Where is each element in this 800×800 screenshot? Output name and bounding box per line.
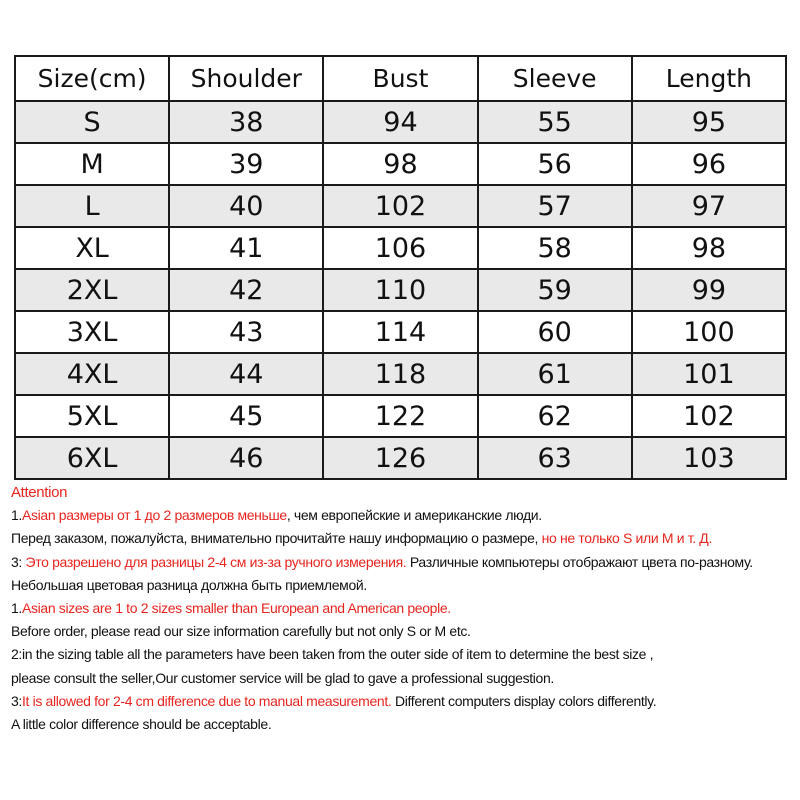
cell-bust: 98 <box>323 143 477 185</box>
cell-sleeve: 57 <box>478 185 632 227</box>
note-en-6: A little color difference should be acceptable. <box>11 716 272 733</box>
note-highlight: It is allowed for 2-4 cm difference due to manual measurement. <box>21 692 392 709</box>
cell-size: 4XL <box>15 353 169 395</box>
header-shoulder: Shoulder <box>169 56 323 101</box>
cell-shoulder: 45 <box>169 395 323 437</box>
note-text: Различные компьютеры отображают цвета по-разному. <box>406 553 753 570</box>
header-length: Length <box>632 56 786 101</box>
cell-length: 98 <box>632 227 786 269</box>
note-ru-3 <box>11 551 796 574</box>
cell-sleeve: 59 <box>478 269 632 311</box>
cell-bust: 102 <box>323 185 477 227</box>
cell-size: 6XL <box>15 437 169 479</box>
note-en-1 <box>11 597 796 620</box>
note-ru-1 <box>11 504 796 527</box>
cell-sleeve: 58 <box>478 227 632 269</box>
cell-bust: 94 <box>323 101 477 143</box>
table-row <box>15 101 786 143</box>
cell-shoulder: 42 <box>169 269 323 311</box>
size-chart-table <box>14 55 787 480</box>
table-row <box>15 143 786 185</box>
table-header-row <box>15 56 786 101</box>
cell-length: 96 <box>632 143 786 185</box>
cell-length: 100 <box>632 311 786 353</box>
cell-sleeve: 56 <box>478 143 632 185</box>
cell-sleeve: 61 <box>478 353 632 395</box>
cell-shoulder: 38 <box>169 101 323 143</box>
cell-size: 2XL <box>15 269 169 311</box>
table-row <box>15 437 786 479</box>
cell-shoulder: 44 <box>169 353 323 395</box>
cell-bust: 114 <box>323 311 477 353</box>
cell-length: 103 <box>632 437 786 479</box>
note-prefix: 1. <box>11 600 22 617</box>
cell-bust: 122 <box>323 395 477 437</box>
note-en-2: Before order, please read our size information carefully but not only S or M etc. <box>11 623 471 640</box>
table-row <box>15 311 786 353</box>
note-text: Different computers display colors differently. <box>391 692 657 709</box>
attention-title: Attention <box>11 484 68 501</box>
cell-sleeve: 62 <box>478 395 632 437</box>
cell-length: 95 <box>632 101 786 143</box>
note-en-3: 2:in the sizing table all the parameters have been taken from the outer side of item to determine the best size , <box>11 646 654 663</box>
note-ru-4: Небольшая цветовая разница должна быть приемлемой. <box>11 576 367 593</box>
note-highlight: Это разрешено для разницы 2-4 см из-за ручного измерения. <box>25 553 407 570</box>
note-prefix: 3: <box>11 553 26 570</box>
table-row <box>15 227 786 269</box>
cell-length: 97 <box>632 185 786 227</box>
table-row <box>15 185 786 227</box>
note-prefix: 3: <box>11 692 22 709</box>
attention-notes <box>11 481 796 736</box>
cell-shoulder: 46 <box>169 437 323 479</box>
table-body <box>15 101 786 479</box>
cell-sleeve: 55 <box>478 101 632 143</box>
cell-size: 3XL <box>15 311 169 353</box>
cell-size: L <box>15 185 169 227</box>
cell-size: S <box>15 101 169 143</box>
note-en-4: please consult the seller,Our customer service will be glad to gave a professional suggestion. <box>11 669 554 686</box>
table-row <box>15 269 786 311</box>
cell-shoulder: 41 <box>169 227 323 269</box>
cell-length: 101 <box>632 353 786 395</box>
note-en-5 <box>11 690 796 713</box>
cell-size: M <box>15 143 169 185</box>
cell-bust: 126 <box>323 437 477 479</box>
cell-bust: 118 <box>323 353 477 395</box>
cell-size: 5XL <box>15 395 169 437</box>
cell-shoulder: 39 <box>169 143 323 185</box>
cell-sleeve: 63 <box>478 437 632 479</box>
header-size: Size(cm) <box>15 56 169 101</box>
cell-shoulder: 40 <box>169 185 323 227</box>
table-row <box>15 395 786 437</box>
cell-bust: 106 <box>323 227 477 269</box>
cell-length: 99 <box>632 269 786 311</box>
note-ru-2 <box>11 527 796 550</box>
note-highlight: Asian sizes are 1 to 2 sizes smaller than European and American people. <box>21 600 451 617</box>
note-text: , чем европейские и американские люди. <box>286 507 542 524</box>
cell-sleeve: 60 <box>478 311 632 353</box>
cell-size: XL <box>15 227 169 269</box>
table-row <box>15 353 786 395</box>
cell-shoulder: 43 <box>169 311 323 353</box>
note-prefix: 1. <box>11 507 22 524</box>
note-highlight: Asian размеры от 1 до 2 размеров меньше <box>21 507 287 524</box>
cell-length: 102 <box>632 395 786 437</box>
note-highlight: но не только S или M и т. Д. <box>541 530 712 547</box>
header-bust: Bust <box>323 56 477 101</box>
note-text: Перед заказом, пожалуйста, внимательно прочитайте нашу информацию о размере, <box>11 530 542 547</box>
header-sleeve: Sleeve <box>478 56 632 101</box>
cell-bust: 110 <box>323 269 477 311</box>
